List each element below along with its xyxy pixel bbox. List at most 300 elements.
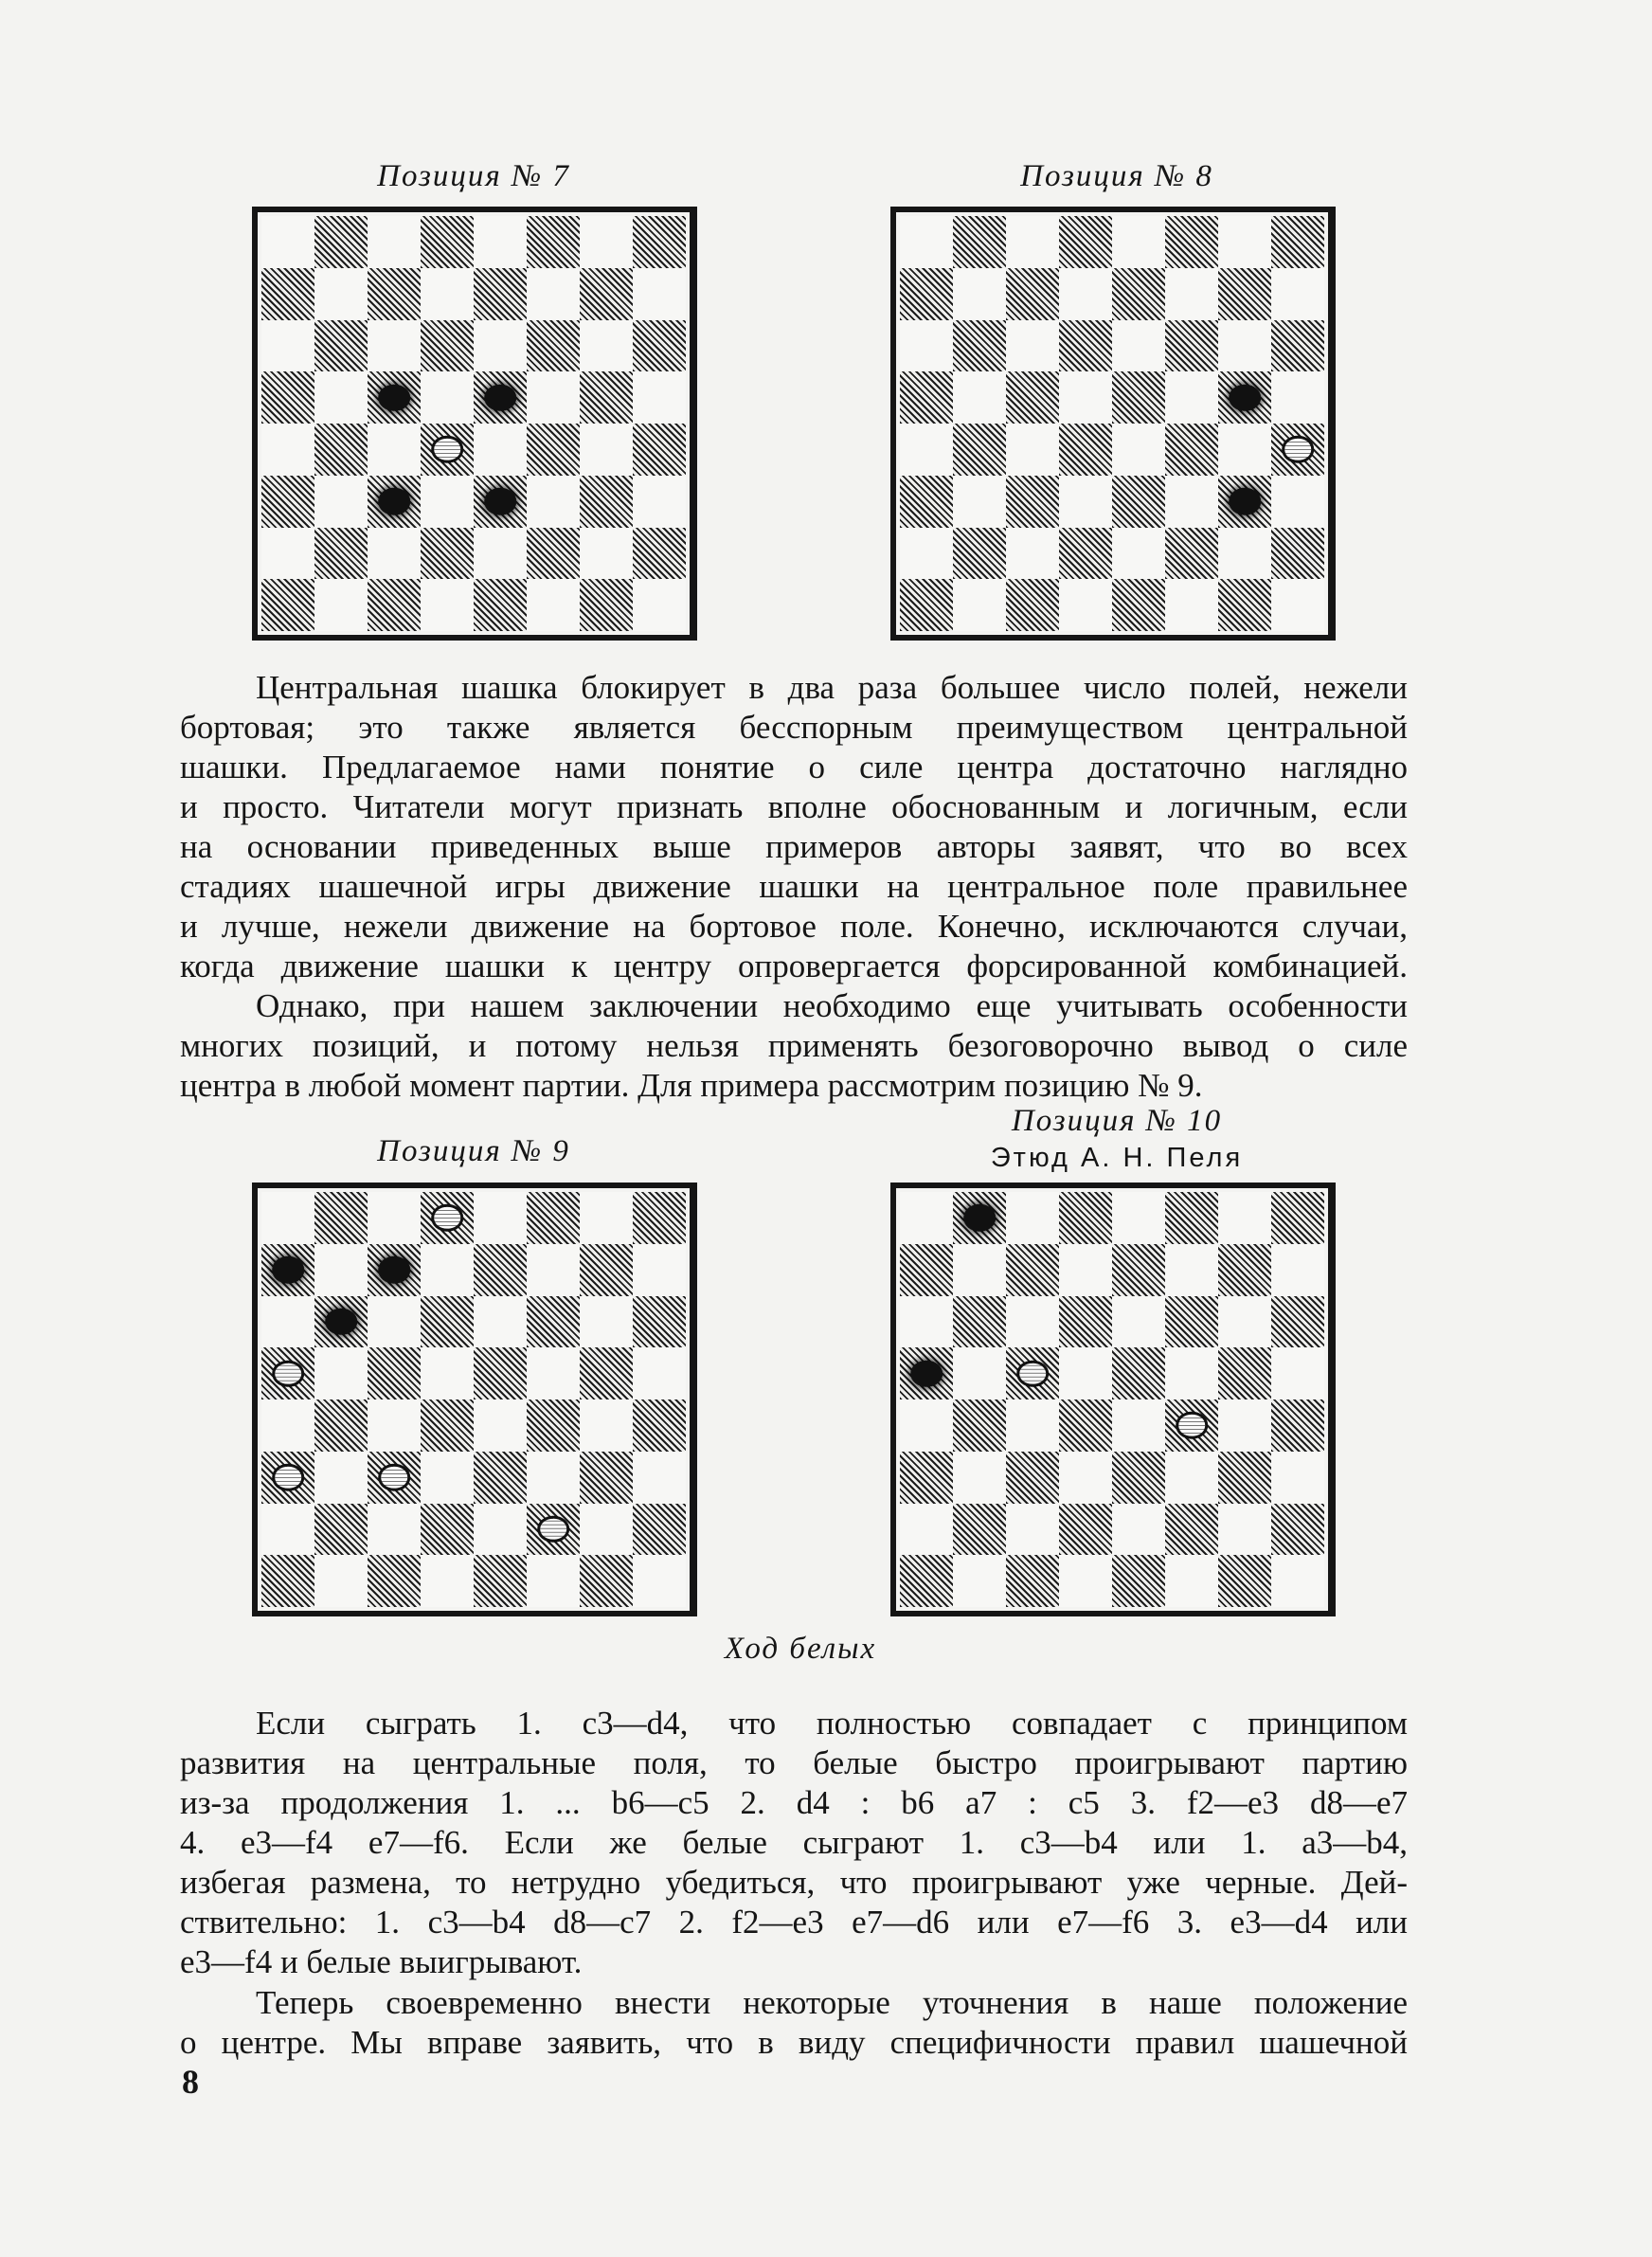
black-checker-piece: [484, 384, 516, 410]
text-line: на основании приведенных выше примеров авторы заявят, что во всех: [180, 828, 1408, 865]
light-square: [1112, 320, 1165, 372]
light-square: [474, 1296, 527, 1348]
light-square: [368, 1399, 421, 1452]
dark-square: [261, 268, 314, 320]
light-square: [953, 1555, 1006, 1607]
light-square: [953, 579, 1006, 631]
dark-square: [527, 1504, 580, 1556]
light-square: [900, 320, 953, 372]
light-square: [368, 1504, 421, 1556]
dark-square: [1165, 1296, 1218, 1348]
dark-square: [1112, 1244, 1165, 1296]
text-line: e3—f4 и белые выигрывают.: [180, 1943, 583, 1980]
dark-square: [1271, 1296, 1324, 1348]
dark-square: [261, 1555, 314, 1607]
light-square: [580, 528, 633, 580]
light-square: [314, 1347, 368, 1399]
checkerboard: [900, 216, 1324, 631]
dark-square: [1006, 1244, 1059, 1296]
light-square: [261, 1504, 314, 1556]
dark-square: [527, 528, 580, 580]
white-checker-piece: [537, 1516, 569, 1543]
dark-square: [1112, 1347, 1165, 1399]
light-square: [633, 476, 686, 528]
light-square: [900, 1296, 953, 1348]
light-square: [1218, 1504, 1271, 1556]
dark-square: [527, 1296, 580, 1348]
dark-square: [580, 476, 633, 528]
light-square: [261, 216, 314, 268]
light-square: [527, 476, 580, 528]
dark-square: [1112, 1555, 1165, 1607]
light-square: [368, 424, 421, 476]
dark-square: [633, 1399, 686, 1452]
text-line: Однако, при нашем заключении необходимо еще учитывать особенности: [256, 987, 1408, 1024]
light-square: [261, 424, 314, 476]
white-checker-piece: [431, 436, 463, 462]
light-square: [1006, 1399, 1059, 1452]
white-checker-piece: [378, 1464, 410, 1490]
dark-square: [900, 1555, 953, 1607]
dark-square: [1218, 1555, 1271, 1607]
dark-square: [580, 371, 633, 424]
dark-square: [314, 320, 368, 372]
text-line: ствительно: 1. c3—b4 d8—c7 2. f2—e3 e7—d6 или e7—f6 3. e3—d4 или: [180, 1904, 1408, 1941]
dark-square: [1271, 1399, 1324, 1452]
diagram-caption-9: Позиция № 9: [377, 1134, 570, 1168]
dark-square: [1271, 424, 1324, 476]
light-square: [1165, 1347, 1218, 1399]
dark-square: [1059, 424, 1112, 476]
light-square: [314, 579, 368, 631]
light-square: [1165, 1452, 1218, 1504]
light-square: [368, 528, 421, 580]
light-square: [900, 1399, 953, 1452]
light-square: [953, 371, 1006, 424]
dark-square: [474, 268, 527, 320]
light-square: [1059, 371, 1112, 424]
light-square: [1218, 1192, 1271, 1244]
light-square: [1271, 1244, 1324, 1296]
light-square: [474, 1504, 527, 1556]
light-square: [1112, 424, 1165, 476]
light-square: [1059, 268, 1112, 320]
light-square: [314, 1555, 368, 1607]
dark-square: [314, 1399, 368, 1452]
text-line: избегая размена, то нетрудно убедиться, что проигрывают уже черные. Дей-: [180, 1864, 1408, 1901]
dark-square: [474, 579, 527, 631]
dark-square: [1112, 579, 1165, 631]
light-square: [261, 1399, 314, 1452]
dark-square: [314, 1296, 368, 1348]
light-square: [261, 320, 314, 372]
dark-square: [474, 1555, 527, 1607]
dark-square: [580, 1452, 633, 1504]
text-line: из-за продолжения 1. ... b6—c5 2. d4 : b6 a7 : c5 3. f2—e3 d8—e7: [180, 1784, 1408, 1821]
light-square: [633, 1555, 686, 1607]
dark-square: [1271, 1192, 1324, 1244]
black-checker-piece: [1229, 384, 1261, 410]
light-square: [1112, 1399, 1165, 1452]
dark-square: [261, 1244, 314, 1296]
light-square: [1218, 320, 1271, 372]
dark-square: [527, 424, 580, 476]
light-square: [1059, 476, 1112, 528]
black-checker-piece: [963, 1204, 996, 1231]
light-square: [421, 1244, 474, 1296]
black-checker-piece: [1229, 488, 1261, 515]
dark-square: [1271, 1504, 1324, 1556]
diagram-subcaption-10: Этюд А. Н. Пеля: [990, 1143, 1244, 1173]
dark-square: [474, 476, 527, 528]
dark-square: [1271, 216, 1324, 268]
light-square: [1112, 528, 1165, 580]
dark-square: [1059, 216, 1112, 268]
black-checker-piece: [910, 1360, 943, 1386]
dark-square: [1218, 476, 1271, 528]
light-square: [633, 371, 686, 424]
dark-square: [421, 1296, 474, 1348]
dark-square: [953, 216, 1006, 268]
dark-square: [953, 320, 1006, 372]
board-position-9: [252, 1183, 697, 1616]
dark-square: [580, 1244, 633, 1296]
light-square: [1218, 424, 1271, 476]
text-line: развития на центральные поля, то белые быстро проигрывают партию: [180, 1744, 1408, 1781]
dark-square: [527, 1399, 580, 1452]
light-square: [1059, 579, 1112, 631]
light-square: [1059, 1244, 1112, 1296]
dark-square: [633, 216, 686, 268]
light-square: [1006, 1504, 1059, 1556]
light-square: [1006, 424, 1059, 476]
light-square: [527, 1347, 580, 1399]
paragraph-3: [180, 1704, 1408, 1982]
light-square: [1165, 268, 1218, 320]
board-position-10: [890, 1183, 1336, 1616]
text-line: Центральная шашка блокирует в два раза большее число полей, нежели: [256, 669, 1408, 706]
light-square: [1218, 216, 1271, 268]
light-square: [1112, 1192, 1165, 1244]
dark-square: [953, 1399, 1006, 1452]
light-square: [900, 1504, 953, 1556]
light-square: [527, 1452, 580, 1504]
dark-square: [1271, 320, 1324, 372]
dark-square: [474, 371, 527, 424]
move-caption: Ход белых: [724, 1632, 877, 1666]
dark-square: [1006, 579, 1059, 631]
dark-square: [580, 579, 633, 631]
light-square: [1006, 1192, 1059, 1244]
dark-square: [314, 424, 368, 476]
dark-square: [633, 320, 686, 372]
dark-square: [261, 476, 314, 528]
checkerboard: [261, 1192, 686, 1607]
light-square: [261, 528, 314, 580]
dark-square: [314, 1504, 368, 1556]
light-square: [580, 424, 633, 476]
text-line: центра в любой момент партии. Для примера рассмотрим позицию № 9.: [180, 1067, 1203, 1104]
light-square: [1006, 216, 1059, 268]
light-square: [633, 1347, 686, 1399]
dark-square: [261, 579, 314, 631]
light-square: [633, 1452, 686, 1504]
dark-square: [633, 1504, 686, 1556]
dark-square: [1059, 1504, 1112, 1556]
dark-square: [1006, 1452, 1059, 1504]
light-square: [368, 320, 421, 372]
dark-square: [1218, 371, 1271, 424]
light-square: [1112, 1296, 1165, 1348]
paragraph-4: [180, 1983, 1408, 2063]
light-square: [1271, 268, 1324, 320]
light-square: [580, 1296, 633, 1348]
dark-square: [1218, 1347, 1271, 1399]
diagram-caption-7: Позиция № 7: [377, 159, 570, 193]
light-square: [314, 1244, 368, 1296]
text-line: стадиях шашечной игры движение шашки на центральное поле правильнее: [180, 868, 1408, 905]
checkerboard: [261, 216, 686, 631]
text-line: шашки. Предлагаемое нами понятие о силе центра достаточно наглядно: [180, 749, 1408, 785]
paragraph-2: [180, 986, 1408, 1106]
light-square: [527, 1555, 580, 1607]
light-square: [314, 268, 368, 320]
light-square: [527, 371, 580, 424]
white-checker-piece: [272, 1360, 304, 1386]
light-square: [1218, 1399, 1271, 1452]
dark-square: [1165, 1504, 1218, 1556]
dark-square: [1218, 1244, 1271, 1296]
dark-square: [900, 579, 953, 631]
dark-square: [368, 1452, 421, 1504]
light-square: [1165, 579, 1218, 631]
board-position-8: [890, 207, 1336, 641]
dark-square: [527, 320, 580, 372]
dark-square: [421, 1399, 474, 1452]
dark-square: [261, 371, 314, 424]
text-line: бортовая; это также является бесспорным преимуществом центральной: [180, 709, 1408, 746]
text-line: когда движение шашки к центру опровергается форсированной комбинацией.: [180, 948, 1408, 984]
light-square: [953, 1347, 1006, 1399]
dark-square: [1165, 424, 1218, 476]
dark-square: [474, 1244, 527, 1296]
light-square: [1112, 216, 1165, 268]
white-checker-piece: [272, 1464, 304, 1490]
light-square: [314, 476, 368, 528]
light-square: [633, 268, 686, 320]
dark-square: [421, 320, 474, 372]
light-square: [368, 1192, 421, 1244]
light-square: [421, 1555, 474, 1607]
dark-square: [1218, 268, 1271, 320]
dark-square: [580, 1347, 633, 1399]
light-square: [261, 1192, 314, 1244]
light-square: [900, 424, 953, 476]
dark-square: [1006, 1347, 1059, 1399]
black-checker-piece: [325, 1309, 357, 1335]
light-square: [1165, 371, 1218, 424]
dark-square: [900, 476, 953, 528]
light-square: [261, 1296, 314, 1348]
white-checker-piece: [1282, 436, 1314, 462]
dark-square: [314, 216, 368, 268]
dark-square: [314, 528, 368, 580]
dark-square: [368, 1555, 421, 1607]
light-square: [900, 1192, 953, 1244]
light-square: [527, 268, 580, 320]
dark-square: [368, 371, 421, 424]
dark-square: [900, 1244, 953, 1296]
light-square: [1271, 476, 1324, 528]
light-square: [900, 528, 953, 580]
dark-square: [1059, 320, 1112, 372]
light-square: [1271, 1347, 1324, 1399]
light-square: [1271, 1555, 1324, 1607]
dark-square: [314, 1192, 368, 1244]
light-square: [1165, 1244, 1218, 1296]
dark-square: [953, 1504, 1006, 1556]
light-square: [314, 1452, 368, 1504]
black-checker-piece: [484, 488, 516, 515]
dark-square: [368, 579, 421, 631]
light-square: [527, 1244, 580, 1296]
dark-square: [368, 1244, 421, 1296]
dark-square: [633, 424, 686, 476]
dark-square: [953, 1296, 1006, 1348]
light-square: [474, 424, 527, 476]
dark-square: [1165, 320, 1218, 372]
dark-square: [953, 1192, 1006, 1244]
black-checker-piece: [378, 1256, 410, 1283]
dark-square: [633, 1192, 686, 1244]
dark-square: [1218, 1452, 1271, 1504]
dark-square: [474, 1452, 527, 1504]
light-square: [1271, 579, 1324, 631]
light-square: [1112, 1504, 1165, 1556]
light-square: [1218, 1296, 1271, 1348]
dark-square: [1165, 528, 1218, 580]
dark-square: [368, 476, 421, 528]
light-square: [474, 320, 527, 372]
light-square: [1059, 1555, 1112, 1607]
dark-square: [900, 268, 953, 320]
dark-square: [1165, 216, 1218, 268]
text-line: и лучше, нежели движение на бортовое поле. Конечно, исключаются случаи,: [180, 908, 1408, 945]
light-square: [527, 579, 580, 631]
dark-square: [953, 424, 1006, 476]
light-square: [368, 216, 421, 268]
dark-square: [1059, 1399, 1112, 1452]
dark-square: [261, 1347, 314, 1399]
light-square: [1006, 320, 1059, 372]
light-square: [580, 216, 633, 268]
dark-square: [1165, 1399, 1218, 1452]
text-line: 4. e3—f4 e7—f6. Если же белые сыграют 1. c3—b4 или 1. a3—b4,: [180, 1824, 1408, 1861]
dark-square: [633, 528, 686, 580]
black-checker-piece: [378, 488, 410, 515]
light-square: [1165, 476, 1218, 528]
dark-square: [1112, 371, 1165, 424]
light-square: [1271, 371, 1324, 424]
light-square: [474, 1399, 527, 1452]
page-number: 8: [182, 2063, 199, 2101]
dark-square: [527, 1192, 580, 1244]
dark-square: [1271, 528, 1324, 580]
light-square: [953, 476, 1006, 528]
white-checker-piece: [1176, 1412, 1208, 1438]
dark-square: [900, 1347, 953, 1399]
light-square: [900, 216, 953, 268]
black-checker-piece: [378, 384, 410, 410]
light-square: [421, 1347, 474, 1399]
text-line: Если сыграть 1. c3—d4, что полностью совпадает с принципом: [256, 1705, 1408, 1742]
white-checker-piece: [431, 1204, 463, 1231]
light-square: [580, 1504, 633, 1556]
light-square: [1006, 528, 1059, 580]
light-square: [953, 1244, 1006, 1296]
dark-square: [1006, 371, 1059, 424]
light-square: [953, 1452, 1006, 1504]
text-line: о центре. Мы вправе заявить, что в виду специфичности правил шашечной: [180, 2024, 1408, 2061]
light-square: [474, 528, 527, 580]
light-square: [1059, 1347, 1112, 1399]
black-checker-piece: [272, 1256, 304, 1283]
light-square: [633, 1244, 686, 1296]
checkerboard: [900, 1192, 1324, 1607]
dark-square: [1165, 1192, 1218, 1244]
light-square: [421, 476, 474, 528]
dark-square: [580, 268, 633, 320]
diagram-caption-8: Позиция № 8: [1020, 159, 1213, 193]
dark-square: [1218, 579, 1271, 631]
dark-square: [1112, 476, 1165, 528]
white-checker-piece: [1016, 1360, 1049, 1386]
dark-square: [953, 528, 1006, 580]
light-square: [314, 371, 368, 424]
light-square: [421, 268, 474, 320]
light-square: [580, 1399, 633, 1452]
dark-square: [421, 528, 474, 580]
light-square: [1165, 1555, 1218, 1607]
light-square: [953, 268, 1006, 320]
light-square: [633, 579, 686, 631]
dark-square: [368, 268, 421, 320]
text-line: многих позиций, и потому нельзя применять безоговорочно вывод о силе: [180, 1027, 1408, 1064]
dark-square: [421, 1504, 474, 1556]
dark-square: [1006, 1555, 1059, 1607]
dark-square: [900, 1452, 953, 1504]
light-square: [368, 1296, 421, 1348]
dark-square: [368, 1347, 421, 1399]
light-square: [1271, 1452, 1324, 1504]
paragraph-1: [180, 668, 1408, 986]
dark-square: [1059, 528, 1112, 580]
text-line: Теперь своевременно внести некоторые уточнения в наше положение: [256, 1984, 1408, 2021]
dark-square: [1112, 1452, 1165, 1504]
text-line: и просто. Читатели могут признать вполне обоснованным и логичным, если: [180, 788, 1408, 825]
dark-square: [900, 371, 953, 424]
light-square: [421, 579, 474, 631]
dark-square: [1006, 476, 1059, 528]
board-position-7: [252, 207, 697, 641]
light-square: [421, 1452, 474, 1504]
dark-square: [421, 424, 474, 476]
dark-square: [1006, 268, 1059, 320]
light-square: [1218, 528, 1271, 580]
light-square: [474, 216, 527, 268]
light-square: [580, 320, 633, 372]
light-square: [474, 1192, 527, 1244]
